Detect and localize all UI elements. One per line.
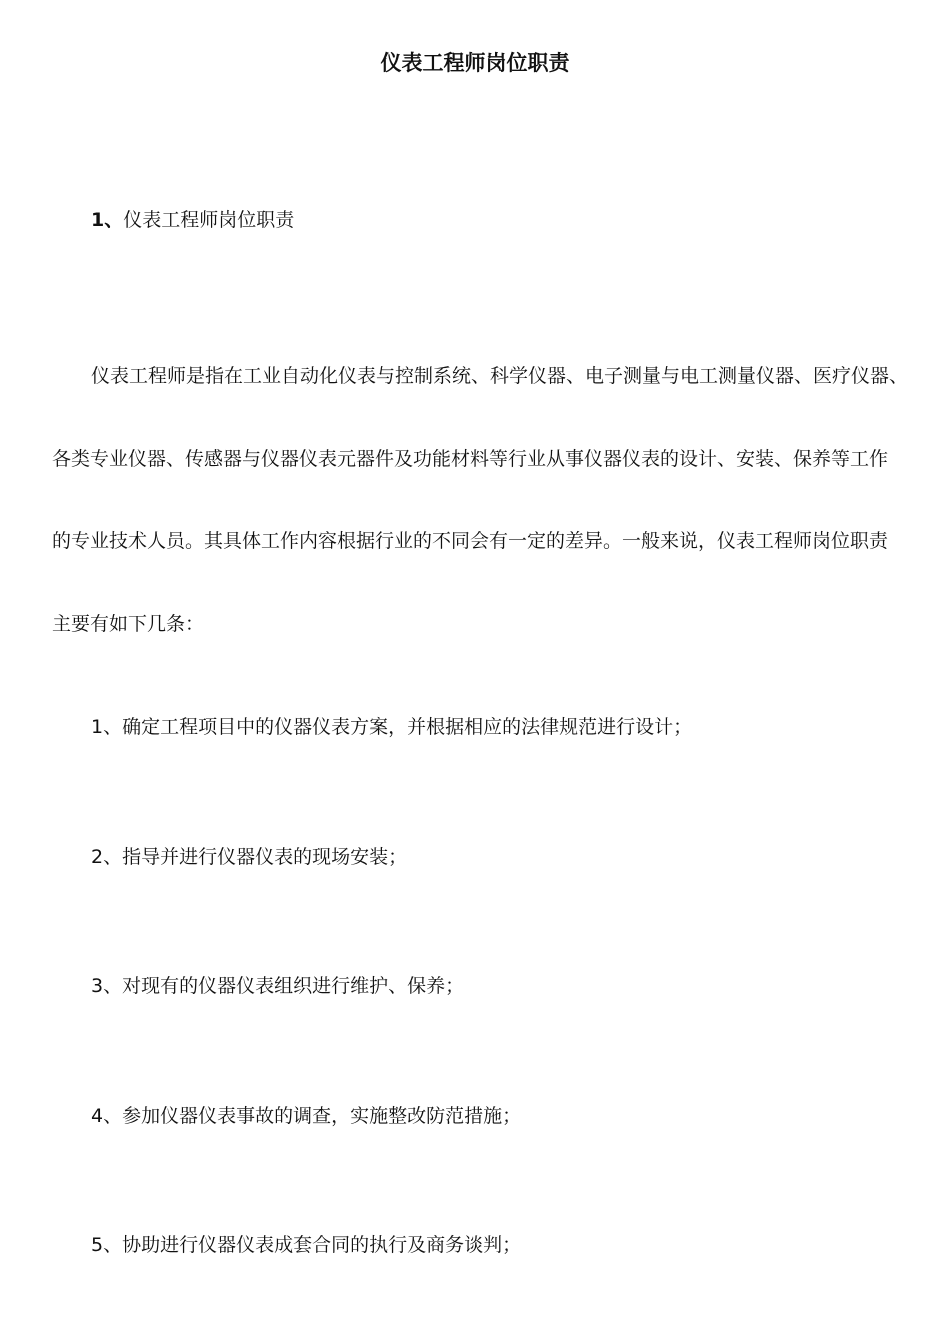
intro-paragraph — [52, 335, 908, 665]
duty-item-4: 4、参加仪器仪表事故的调查，实施整改防范措施； — [91, 1105, 522, 1127]
duty-item-1: 1、确定工程项目中的仪器仪表方案，并根据相应的法律规范进行设计； — [91, 716, 693, 738]
intro-line: 仪表工程师是指在工业自动化仪表与控制系统、科学仪器、电子测量与电工测量仪器、医疗仪器、 — [91, 365, 909, 387]
duty-item-3: 3、对现有的仪器仪表组织进行维护、保养； — [91, 975, 465, 997]
document-title: 仪表工程师岗位职责 — [380, 51, 570, 75]
section-label: 仪表工程师岗位职责 — [123, 209, 295, 231]
intro-line: 各类专业仪器、传感器与仪器仪表元器件及功能材料等行业从事仪器仪表的设计、安装、保养等工作 — [52, 447, 889, 470]
section-heading — [91, 206, 294, 234]
intro-line: 主要有如下几条： — [52, 612, 205, 635]
duty-item-2: 2、指导并进行仪器仪表的现场安装； — [91, 846, 408, 868]
intro-line: 的专业技术人员。其具体工作内容根据行业的不同会有一定的差异。一般来说，仪表工程师岗位职责 — [52, 530, 889, 552]
section-number: 1、 — [91, 209, 124, 231]
duty-item-5: 5、协助进行仪器仪表成套合同的执行及商务谈判； — [91, 1234, 522, 1256]
